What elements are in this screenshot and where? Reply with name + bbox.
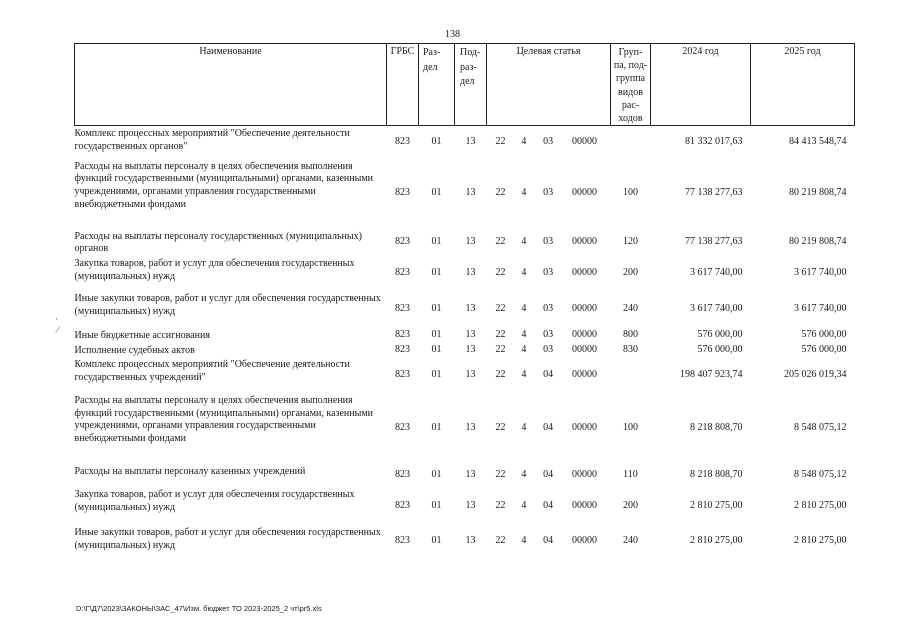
row-razdel: 01 bbox=[431, 236, 442, 248]
row-name: Исполнение судебных актов bbox=[74, 344, 195, 356]
target-type: 4 bbox=[521, 469, 527, 481]
row-amount-2025: 3 617 740,00 bbox=[794, 267, 847, 279]
target-program: 22 bbox=[495, 343, 506, 355]
row-amount-2025: 84 413 548,74 bbox=[789, 136, 847, 148]
row-amount-2025: 205 026 019,34 bbox=[784, 368, 847, 380]
row-target-article bbox=[487, 464, 611, 487]
header-grbs: ГРБС bbox=[387, 44, 419, 126]
target-program: 22 bbox=[495, 328, 506, 340]
row-podrazdel: 13 bbox=[465, 343, 476, 355]
row-expense-group: 200 bbox=[623, 499, 638, 511]
row-amount-2025: 2 810 275,00 bbox=[794, 535, 847, 547]
row-amount-2024: 576 000,00 bbox=[697, 328, 743, 340]
target-type: 4 bbox=[521, 236, 527, 248]
row-amount-2025: 576 000,00 bbox=[801, 343, 847, 355]
row-amount-2024: 198 407 923,74 bbox=[680, 368, 743, 380]
row-target-article bbox=[487, 357, 611, 393]
row-amount-2025: 8 548 075,12 bbox=[794, 469, 847, 481]
row-name: Расходы на выплаты персоналу государственных (муниципальных) органов bbox=[74, 230, 362, 255]
row-expense-group bbox=[611, 126, 651, 159]
target-complex: 04 bbox=[543, 499, 554, 511]
target-type: 4 bbox=[521, 267, 527, 279]
row-amount-2025: 80 219 808,74 bbox=[789, 236, 847, 248]
target-program: 22 bbox=[495, 136, 506, 148]
target-complex: 04 bbox=[543, 469, 554, 481]
row-podrazdel: 13 bbox=[465, 328, 476, 340]
row-podrazdel: 13 bbox=[465, 187, 476, 199]
table-row bbox=[75, 525, 855, 558]
budget-table bbox=[74, 43, 855, 558]
target-type: 4 bbox=[521, 368, 527, 380]
target-direction: 00000 bbox=[571, 236, 597, 248]
table-row bbox=[75, 357, 855, 393]
target-type: 4 bbox=[521, 422, 527, 434]
target-type: 4 bbox=[521, 136, 527, 148]
row-target-article bbox=[487, 393, 611, 464]
row-razdel: 01 bbox=[431, 343, 442, 355]
row-name: Расходы на выплаты персоналу в целях обеспечения выполнения функций государственными (муниципальными) органами, казенными учреждениями, органами управления государственными внебюджетными фондами bbox=[74, 160, 374, 210]
header-name: Наименование bbox=[75, 44, 387, 126]
table-row bbox=[75, 328, 855, 343]
row-grbs: 823 bbox=[395, 368, 410, 380]
row-name: Расходы на выплаты персоналу в целях обеспечения выполнения функций государственными (муниципальными) органами, казенными учреждениями, органами управления государственными внебюджетными фондами bbox=[74, 395, 374, 444]
row-target-article bbox=[487, 343, 611, 358]
target-type: 4 bbox=[521, 499, 527, 511]
margin-mark-dot: · bbox=[55, 314, 58, 324]
row-razdel: 01 bbox=[431, 499, 442, 511]
row-amount-2024: 2 810 275,00 bbox=[690, 499, 743, 511]
row-expense-group: 240 bbox=[623, 303, 638, 315]
row-amount-2025: 80 219 808,74 bbox=[789, 187, 847, 199]
table-row bbox=[75, 229, 855, 256]
target-complex: 03 bbox=[543, 136, 554, 148]
row-name: Закупка товаров, работ и услуг для обеспечения государственных (муниципальных) нужд bbox=[74, 489, 355, 513]
row-amount-2025: 8 548 075,12 bbox=[794, 422, 847, 434]
target-direction: 00000 bbox=[571, 267, 597, 279]
header-razdel: Раз- дел bbox=[419, 44, 455, 126]
margin-mark-slash: ⁄ bbox=[57, 325, 59, 335]
row-podrazdel: 13 bbox=[465, 303, 476, 315]
table-row bbox=[75, 393, 855, 464]
target-complex: 04 bbox=[543, 422, 554, 434]
row-name: Иные закупки товаров, работ и услуг для обеспечения государственных (муниципальных) нужд bbox=[74, 292, 381, 317]
row-razdel: 01 bbox=[431, 422, 442, 434]
header-podrazdel: Под- раз- дел bbox=[455, 44, 487, 126]
row-amount-2024: 77 138 277,63 bbox=[685, 236, 743, 248]
target-program: 22 bbox=[495, 267, 506, 279]
row-name: Расходы на выплаты персоналу казенных учреждений bbox=[74, 466, 306, 478]
target-direction: 00000 bbox=[571, 343, 597, 355]
row-amount-2025: 3 617 740,00 bbox=[794, 303, 847, 315]
row-grbs: 823 bbox=[395, 136, 410, 148]
row-podrazdel: 13 bbox=[465, 535, 476, 547]
row-razdel: 01 bbox=[431, 535, 442, 547]
row-amount-2024: 8 218 808,70 bbox=[690, 469, 743, 481]
target-complex: 03 bbox=[543, 343, 554, 355]
row-razdel: 01 bbox=[431, 368, 442, 380]
row-target-article bbox=[487, 328, 611, 343]
row-grbs: 823 bbox=[395, 267, 410, 279]
table-row bbox=[75, 343, 855, 358]
row-podrazdel: 13 bbox=[465, 469, 476, 481]
row-grbs: 823 bbox=[395, 499, 410, 511]
row-expense-group: 110 bbox=[623, 469, 638, 481]
target-complex: 04 bbox=[543, 368, 554, 380]
target-direction: 00000 bbox=[571, 368, 597, 380]
target-program: 22 bbox=[495, 368, 506, 380]
table-row bbox=[75, 291, 855, 328]
row-grbs: 823 bbox=[395, 469, 410, 481]
row-podrazdel: 13 bbox=[465, 422, 476, 434]
row-expense-group: 100 bbox=[623, 422, 638, 434]
row-name: Комплекс процессных мероприятий "Обеспечение деятельности государственных учреждений" bbox=[74, 359, 350, 383]
target-program: 22 bbox=[495, 422, 506, 434]
header-year-2024: 2024 год bbox=[651, 44, 751, 126]
row-grbs: 823 bbox=[395, 236, 410, 248]
row-razdel: 01 bbox=[431, 267, 442, 279]
target-direction: 00000 bbox=[571, 499, 597, 511]
target-program: 22 bbox=[495, 303, 506, 315]
target-type: 4 bbox=[521, 187, 527, 199]
row-razdel: 01 bbox=[431, 303, 442, 315]
row-grbs: 823 bbox=[395, 343, 410, 355]
table-header bbox=[75, 44, 855, 126]
row-grbs: 823 bbox=[395, 328, 410, 340]
table-row bbox=[75, 126, 855, 159]
row-target-article bbox=[487, 126, 611, 159]
row-name: Закупка товаров, работ и услуг для обеспечения государственных (муниципальных) нужд bbox=[74, 257, 355, 282]
row-podrazdel: 13 bbox=[465, 499, 476, 511]
row-grbs: 823 bbox=[395, 422, 410, 434]
target-complex: 03 bbox=[543, 236, 554, 248]
target-type: 4 bbox=[521, 303, 527, 315]
row-target-article bbox=[487, 256, 611, 291]
row-target-article bbox=[487, 525, 611, 558]
row-amount-2024: 3 617 740,00 bbox=[690, 267, 743, 279]
header-year-2025: 2025 год bbox=[751, 44, 855, 126]
row-grbs: 823 bbox=[395, 303, 410, 315]
row-amount-2024: 81 332 017,63 bbox=[685, 136, 743, 148]
row-expense-group: 240 bbox=[623, 535, 638, 547]
target-complex: 03 bbox=[543, 187, 554, 199]
target-complex: 03 bbox=[543, 267, 554, 279]
target-type: 4 bbox=[521, 343, 527, 355]
target-direction: 00000 bbox=[571, 328, 597, 340]
row-podrazdel: 13 bbox=[465, 267, 476, 279]
row-expense-group: 800 bbox=[623, 328, 638, 340]
table-row bbox=[75, 487, 855, 525]
target-direction: 00000 bbox=[571, 535, 597, 547]
target-program: 22 bbox=[495, 187, 506, 199]
row-target-article bbox=[487, 487, 611, 525]
table-row bbox=[75, 464, 855, 487]
page-number: 138 bbox=[445, 29, 460, 40]
row-amount-2025: 2 810 275,00 bbox=[794, 499, 847, 511]
row-razdel: 01 bbox=[431, 136, 442, 148]
row-name: Комплекс процессных мероприятий "Обеспечение деятельности государственных органов" bbox=[74, 128, 350, 152]
row-target-article bbox=[487, 229, 611, 256]
target-direction: 00000 bbox=[571, 136, 597, 148]
row-grbs: 823 bbox=[395, 535, 410, 547]
table-body bbox=[75, 126, 855, 558]
file-path-footer: D:\Г\Д7\2023\ЗАКОНЫ\ЗАС_47\Изм. бюджет ТО 2023-2025_2 чт\pr5.xls bbox=[76, 604, 322, 613]
row-amount-2024: 576 000,00 bbox=[697, 343, 743, 355]
header-target-article: Целевая статья bbox=[487, 44, 611, 126]
row-target-article bbox=[487, 159, 611, 229]
target-direction: 00000 bbox=[571, 469, 597, 481]
row-expense-group: 830 bbox=[623, 343, 638, 355]
row-name: Иные закупки товаров, работ и услуг для обеспечения государственных (муниципальных) нужд bbox=[74, 527, 381, 551]
row-amount-2024: 2 810 275,00 bbox=[690, 535, 743, 547]
row-expense-group bbox=[611, 357, 651, 393]
target-type: 4 bbox=[521, 535, 527, 547]
target-program: 22 bbox=[495, 236, 506, 248]
row-podrazdel: 13 bbox=[465, 236, 476, 248]
row-podrazdel: 13 bbox=[465, 136, 476, 148]
row-razdel: 01 bbox=[431, 469, 442, 481]
target-complex: 03 bbox=[543, 303, 554, 315]
target-direction: 00000 bbox=[571, 303, 597, 315]
target-direction: 00000 bbox=[571, 187, 597, 199]
row-amount-2024: 8 218 808,70 bbox=[690, 422, 743, 434]
target-type: 4 bbox=[521, 328, 527, 340]
target-direction: 00000 bbox=[571, 422, 597, 434]
row-podrazdel: 13 bbox=[465, 368, 476, 380]
row-razdel: 01 bbox=[431, 328, 442, 340]
target-program: 22 bbox=[495, 499, 506, 511]
row-expense-group: 120 bbox=[623, 236, 638, 248]
target-program: 22 bbox=[495, 535, 506, 547]
table-row bbox=[75, 159, 855, 229]
row-amount-2024: 77 138 277,63 bbox=[685, 187, 743, 199]
row-expense-group: 200 bbox=[623, 267, 638, 279]
header-expense-group: Груп- па, под- группа видов рас- ходов bbox=[611, 44, 651, 126]
target-program: 22 bbox=[495, 469, 506, 481]
table-row bbox=[75, 256, 855, 291]
row-razdel: 01 bbox=[431, 187, 442, 199]
row-amount-2024: 3 617 740,00 bbox=[690, 303, 743, 315]
target-complex: 04 bbox=[543, 535, 554, 547]
target-complex: 03 bbox=[543, 328, 554, 340]
row-expense-group: 100 bbox=[623, 187, 638, 199]
row-grbs: 823 bbox=[395, 187, 410, 199]
row-name: Иные бюджетные ассигнования bbox=[74, 329, 210, 341]
row-target-article bbox=[487, 291, 611, 328]
row-amount-2025: 576 000,00 bbox=[801, 328, 847, 340]
